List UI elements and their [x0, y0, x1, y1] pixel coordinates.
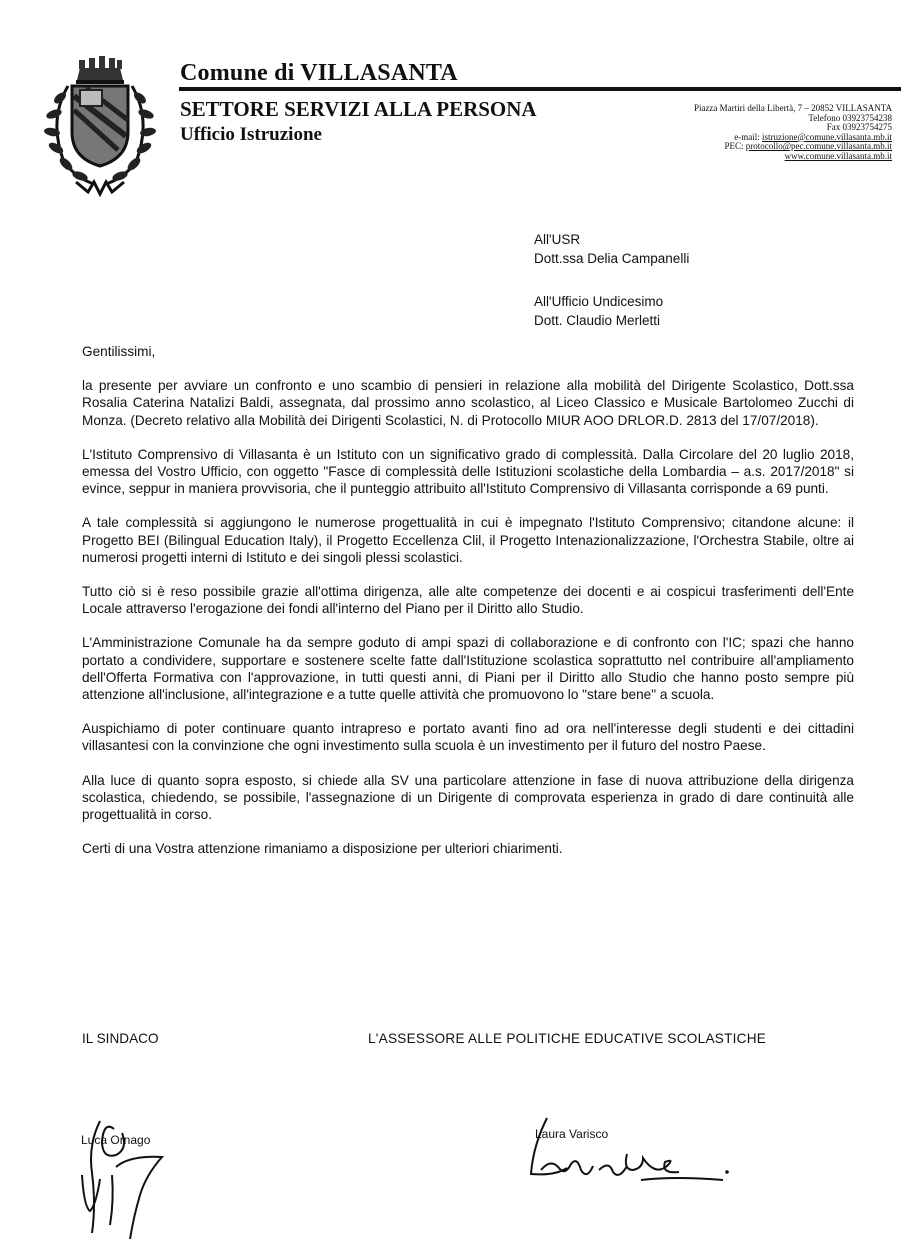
paragraph: L'Istituto Comprensivo di Villasanta è un Istituto con un significativo grado di complessità. Dalla Circolare del 20 luglio 2018, emessa del Vostro Ufficio, con oggetto "Fasce di complessità delle Istituzioni scolastiche della Lombardia – a.s. 2017/2018" si evince, seppur in maniera provvisoria, che il punteggio attribuito all'Istituto Comprensivo di Villasanta corrisponde a 69 punti.: [82, 446, 854, 497]
addressee-usr: [534, 230, 689, 268]
addressee-line: Dott.ssa Delia Campanelli: [534, 251, 690, 266]
handwritten-signature-sindaco: [70, 1115, 180, 1245]
paragraph: A tale complessità si aggiungono le numerose progettualità in cui è impegnato l'Istituto Comprensivo; citandone alcune: il Progetto BEI (Bilingual Education Italy), il Progetto Eccellenza Clil, il Progetto Intenazionalizzazione, l'Orchestra Stabile, oltre ai numerosi progetti interni di Istituto e dei singoli plessi scolastici.: [82, 515, 854, 565]
contact-fax: Fax 03923754275: [826, 122, 892, 133]
paragraph: L'Amministrazione Comunale ha da sempre goduto di ampi spazi di collaborazione e di confronto con l'IC; spazi che hanno portato a condividere, supportare e sostenere scelte fatte dall'Istituzione scolastica soprattutto nel contribuire all'ampliamento dell'Offerta Formativa con l'approvazione, in tutti questi anni, di Piani per il Diritto allo Studio che hanno posto sempre più attenzione all'inclusione, all'integrazione e a tutte quelle attività che promuovono lo "stare bene" a scuola.: [82, 635, 854, 703]
ufficio-title: Ufficio Istruzione: [180, 124, 322, 145]
paragraph: Tutto ciò si è reso possibile grazie all'ottima dirigenza, alle alte competenze dei docenti e ai cospicui trasferimenti dell'Ente Locale attraverso l'erogazione dei fondi all'interno del Piano per il Diritto allo Studio.: [82, 584, 854, 617]
contact-telefono: Telefono 03923754238: [808, 112, 892, 123]
settore-title: SETTORE SERVIZI ALLA PERSONA: [180, 97, 537, 121]
paragraph: Auspichiamo di poter continuare quanto intrapreso e portato avanti fino ad ora nell'interesse degli studenti e dei cittadini villasantesi con la convinzione che ogni investimento sulla scuola è un investimento per il futuro del nostro Paese.: [82, 721, 854, 754]
contact-email-label: e-mail:: [734, 131, 762, 142]
addressee-line: Dott. Claudio Merletti: [534, 313, 661, 328]
contact-block: [592, 104, 892, 162]
contact-email-link[interactable]: istruzione@comune.villasanta.mb.it: [761, 131, 892, 142]
contact-pec-label: PEC:: [724, 141, 746, 152]
signature-title-sindaco: IL SINDACO: [82, 1031, 159, 1046]
signature-name-sindaco: Luca Ornago: [81, 1133, 151, 1147]
contact-address: Piazza Martiri della Libertà, 7 – 20852 VILLASANTA: [693, 103, 892, 113]
letter-body: [82, 343, 854, 874]
signature-title-assessore: L'ASSESSORE ALLE POLITICHE EDUCATIVE SCOLASTICHE: [368, 1031, 767, 1046]
coat-of-arms-logo: [30, 40, 170, 200]
paragraph: la presente per avviare un confronto e uno scambio di pensieri in relazione alla mobilità del Dirigente Scolastico, Dott.ssa Rosalia Caterina Natalizi Baldi, assegnata, dal prossimo anno scolastico, al Liceo Classico e Musicale Bartolomeo Zucchi di Monza. (Decreto relativo alla Mobilità dei Dirigenti Scolastici, N. di Protocollo MIUR AOO DRLOR.D. 2813 del 17/07/2018).: [82, 378, 854, 428]
signature-name-assessore: Laura Varisco: [535, 1127, 609, 1141]
header-rule: [179, 87, 901, 91]
paragraph: Certi di una Vostra attenzione rimaniamo a disposizione per ulteriori chiarimenti.: [82, 841, 563, 857]
greeting: Gentilissimi,: [82, 344, 156, 359]
contact-website-link[interactable]: www.comune.villasanta.mb.it: [784, 150, 892, 161]
addressee-line: All'USR: [534, 232, 581, 247]
comune-title: Comune di VILLASANTA: [180, 60, 458, 86]
handwritten-signature-assessore: [515, 1110, 735, 1190]
paragraph: Alla luce di quanto sopra esposto, si chiede alla SV una particolare attenzione in fase di nuova attribuzione della dirigenza scolastica, chiedendo, se possibile, l'assegnazione di un Dirigente di comprovata esperienza in grado di dare continuità alle progettualità in corso.: [82, 772, 854, 823]
contact-pec-link[interactable]: protocollo@pec.comune.villasanta.mb.it: [745, 141, 892, 152]
addressee-line: All'Ufficio Undicesimo: [534, 294, 664, 309]
addressee-ufficio: [534, 292, 663, 330]
